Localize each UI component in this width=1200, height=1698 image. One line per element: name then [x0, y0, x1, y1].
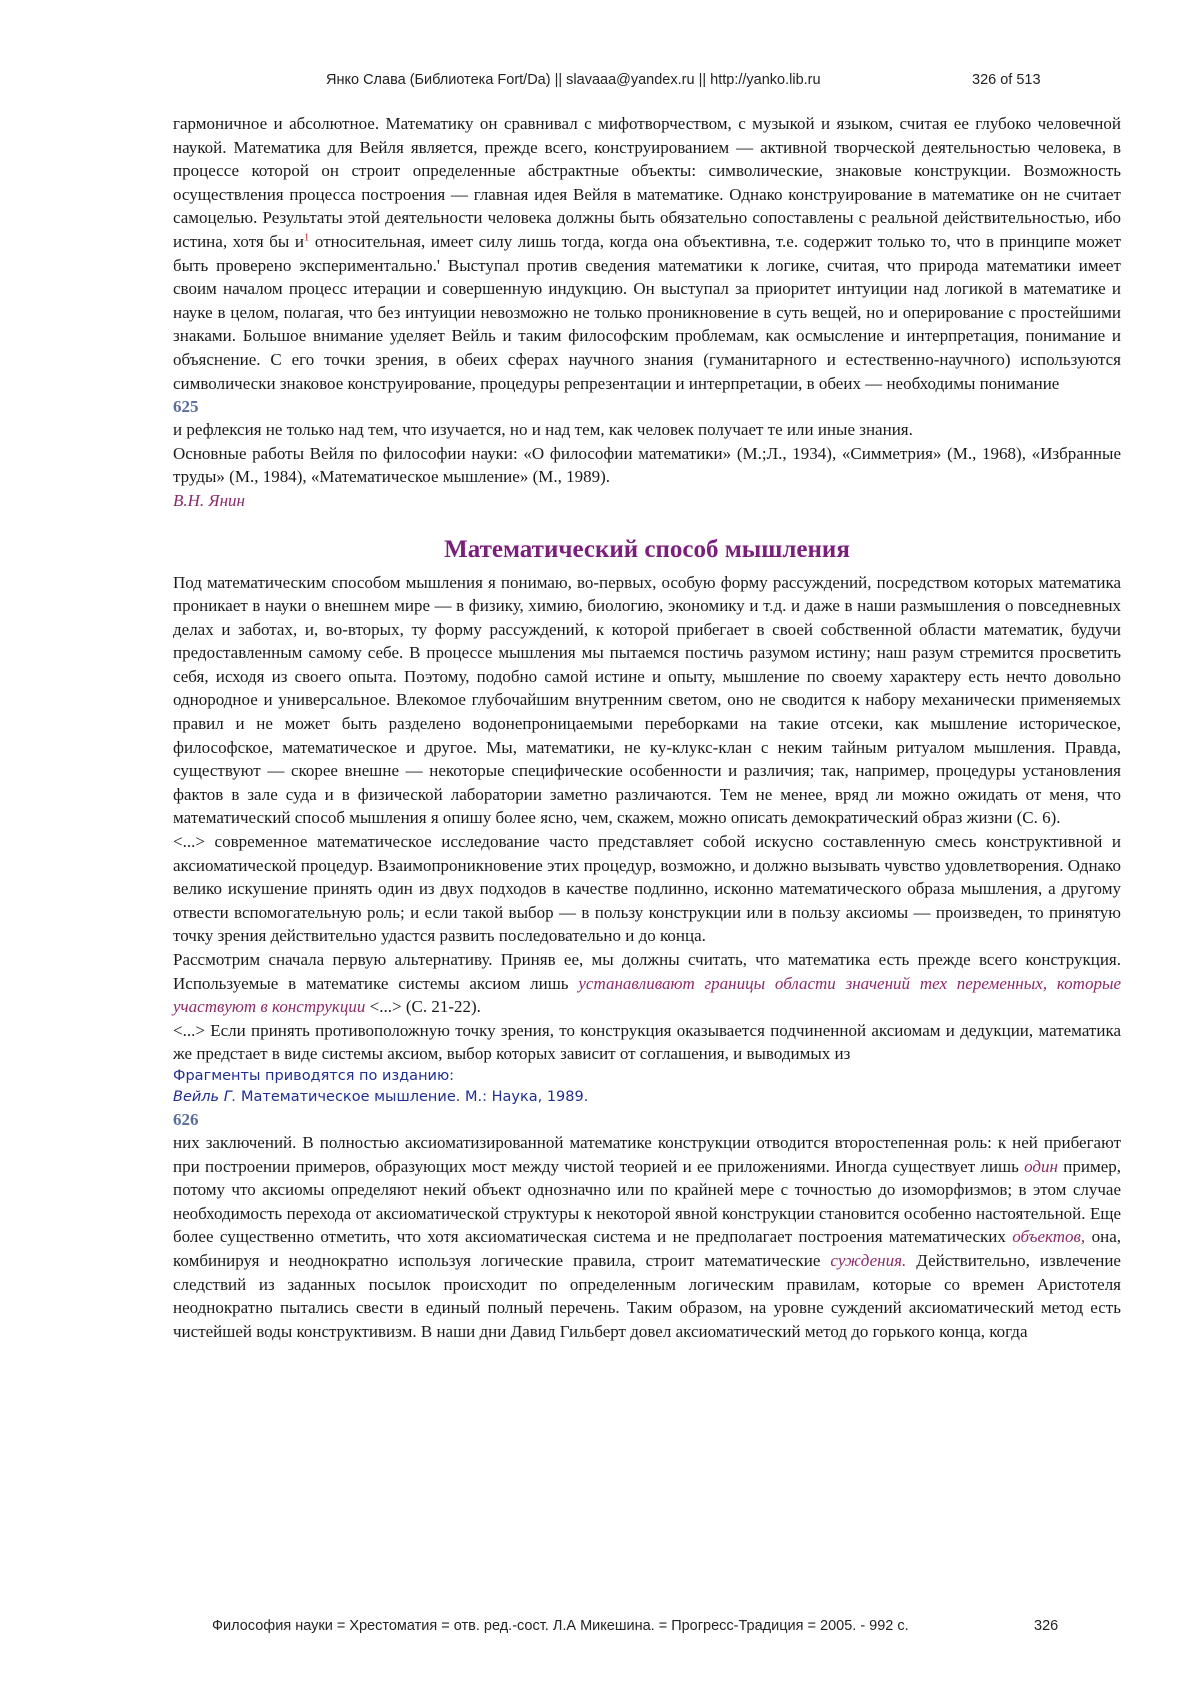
paragraph: <...> современное математическое исследование часто представляет собой искусно составленную смесь конструктивной и аксиоматической процедур. Взаимопроникновение этих процедур, возможно, и должно вызывать чувство удовлетворения. Однако велико искушение принять один из двух подходов в качестве подлинно, исконно математического образа мышления, а другому отвести вспомогательную роль; и если такой выбор — в пользу конструкции или в пользу аксиомы — произведен, то принятую точку зрения действительно удастся развить последовательно и до конца.: [173, 832, 1121, 946]
paragraph: [173, 948, 1121, 1019]
highlighted-text: суждения.: [830, 1250, 907, 1270]
footer-citation: Философия науки = Хрестоматия = отв. ред.-сост. Л.А Микешина. = Прогресс-Традиция = 2005. - 992 с.: [212, 1618, 909, 1634]
highlighted-text: устанавливают границы области значений тех переменных, которые участвуют в конструкции: [173, 973, 1122, 1017]
page-footer: [0, 1618, 1200, 1642]
page-marker: 625: [173, 397, 199, 417]
source-title: Математическое мышление. М.: Наука, 1989.: [236, 1088, 589, 1105]
paragraph: [173, 1131, 1121, 1343]
paragraph-text: них заключений. В полностью аксиоматизированной математике конструкции отводится второстепенная роль: к ней прибегают при построении примеров, образующих мост между чистой теорией и ее приложениями. Иногда существует лишь: [173, 1132, 1121, 1176]
source-label: Фрагменты приводятся по изданию:: [173, 1067, 455, 1084]
header-page-count: 326 of 513: [972, 72, 1041, 88]
source-author: Вейль Г.: [173, 1088, 237, 1105]
paragraph: Под математическим способом мышления я понимаю, во-первых, особую форму рассуждений, посредством которых математика проникает в науки о внешнем мире — в физику, химию, биологию, экономику и т.д. и даже в наши размышления о повседневных делах и заботах, и, во-вторых, ту форму рассуждений, к которой прибегает в своей собственной области математик, будучи предоставленным самому себе. В процессе мышления мы пытаемся постичь разумом истину; наш разум стремится просветить себя, исходя из своего опыта. Поэтому, подобно самой истине и опыту, мышление по своему характеру есть нечто довольно однородное и универсальное. Влекомое глубочайшим внутренним светом, оно не сводится к набору механически применяемых правил и не может быть разделено водонепроницаемыми переборками на такие отсеки, как мышление историческое, философское, математическое и другое. Мы, математики, не ку-клукс-клан с неким тайным ритуалом мышления. Правда, существуют — скорее внешне — некоторые специфические особенности и различия; так, например, процедуры установления фактов в зале суда и в физической лаборатории заметно различаются. Тем не менее, вряд ли можно ожидать от меня, что математический способ мышления я опишу более ясно, чем, скажем, можно описать демократический образ жизни (С. 6).: [173, 572, 1121, 828]
paragraph: Основные работы Вейля по философии науки: «О философии математики» (М.;Л., 1934), «Симметрия» (М., 1968), «Избранные труды» (М., 1984), «Математическое мышление» (М., 1989).: [173, 443, 1121, 487]
footer-page-number: 326: [1034, 1618, 1059, 1634]
paragraph-text: пример, потому что аксиомы определяют некий объект однозначно или по крайней мере с точностью до изоморфизмов; в этом случае необходимость перехода от аксиоматической структуры к некоторой явной конструкции становится особенно настоятельной. Еще более существенно отметить, что хотя аксиоматическая система и не предполагает построения математических: [173, 1156, 1121, 1247]
paragraph: и рефлексия не только над тем, что изучается, но и над тем, как человек получает те или иные знания.: [173, 420, 913, 440]
paragraph: [173, 112, 1121, 395]
paragraph-text: она, комбинируя и неоднократно используя логические правила, строит математические: [173, 1227, 1121, 1270]
paragraph-text: относительная, имеет силу лишь тогда, когда она объективна, т.е. содержит только то, что в принципе может быть проверено экспериментально.' Выступал против сведения математики к логике, считая, что природа математики имеет своим началом процесс итерации и совершенную индукцию. Он выступал за приоритет интуиции над логикой в математике и науке в целом, полагая, что без интуиции невозможно не только проникновение в суть вещей, но и оперирование с простейшими знаками. Большое внимание уделяет Вейль и таким философским проблемам, как осмысление и интерпретация, понимание и объяснение. С его точки зрения, в обеих сферах научного знания (гуманитарного и естественно-научного) используются символически знаковое конструирование, процедуры репрезентации и интерпретации, в обеих — необходимы понимание: [173, 231, 1121, 393]
section-title: Математический способ мышления: [444, 535, 850, 563]
paragraph-text: <...> (С. 21-22).: [365, 997, 481, 1017]
page-marker: 626: [173, 1109, 199, 1129]
header-source: Янко Слава (Библиотека Fort/Da) || slavaaa@yandex.ru || http://yanko.lib.ru: [326, 72, 821, 88]
article-author: В.Н. Янин: [173, 490, 245, 510]
page-header: [0, 72, 1200, 96]
highlighted-text: объектов,: [1012, 1227, 1086, 1247]
paragraph: <...> Если принять противоположную точку зрения, то конструкция оказывается подчиненной аксиомам и дедукции, математика же предстает в виде системы аксиом, выбор которых зависит от соглашения, и выводимых из: [173, 1020, 1121, 1064]
paragraph-text: гармоничное и абсолютное. Математику он сравнивал с мифотворчеством, с музыкой и языком, считая ее глубоко человечной наукой. Математика для Вейля является, прежде всего, конструированием — активной творческой деятельностью человека, в процессе которой он строит определенные абстрактные объекты: символические, знаковые конструкции. Возможность осуществления процесса построения — главная идея Вейля в математике. Однако конструирование в математике он не считает самоцелью. Результаты этой деятельности человека должны быть обязательно сопоставлены с реальной действительностью, ибо истина, хотя бы и: [173, 114, 1121, 251]
source-reference: [173, 1087, 1121, 1108]
highlighted-text: один: [1024, 1156, 1058, 1176]
document-body: [173, 112, 1121, 1343]
paragraph-text: Рассмотрим сначала первую альтернативу. Приняв ее, мы должны считать, что математика есть прежде всего конструкция. Используемые в математике системы аксиом лишь: [173, 950, 1121, 993]
footnote-link[interactable]: 1: [303, 231, 310, 244]
paragraph-text: Действительно, извлечение следствий из заданных посылок происходит по определенным логическим правилам, которые со времен Аристотеля неоднократно пытались свести в единый полный перечень. Таким образом, на уровне суждений аксиоматический метод есть чистейшей воды конструктивизм. В наши дни Давид Гильберт довел аксиоматический метод до горького конца, когда: [173, 1250, 1121, 1341]
